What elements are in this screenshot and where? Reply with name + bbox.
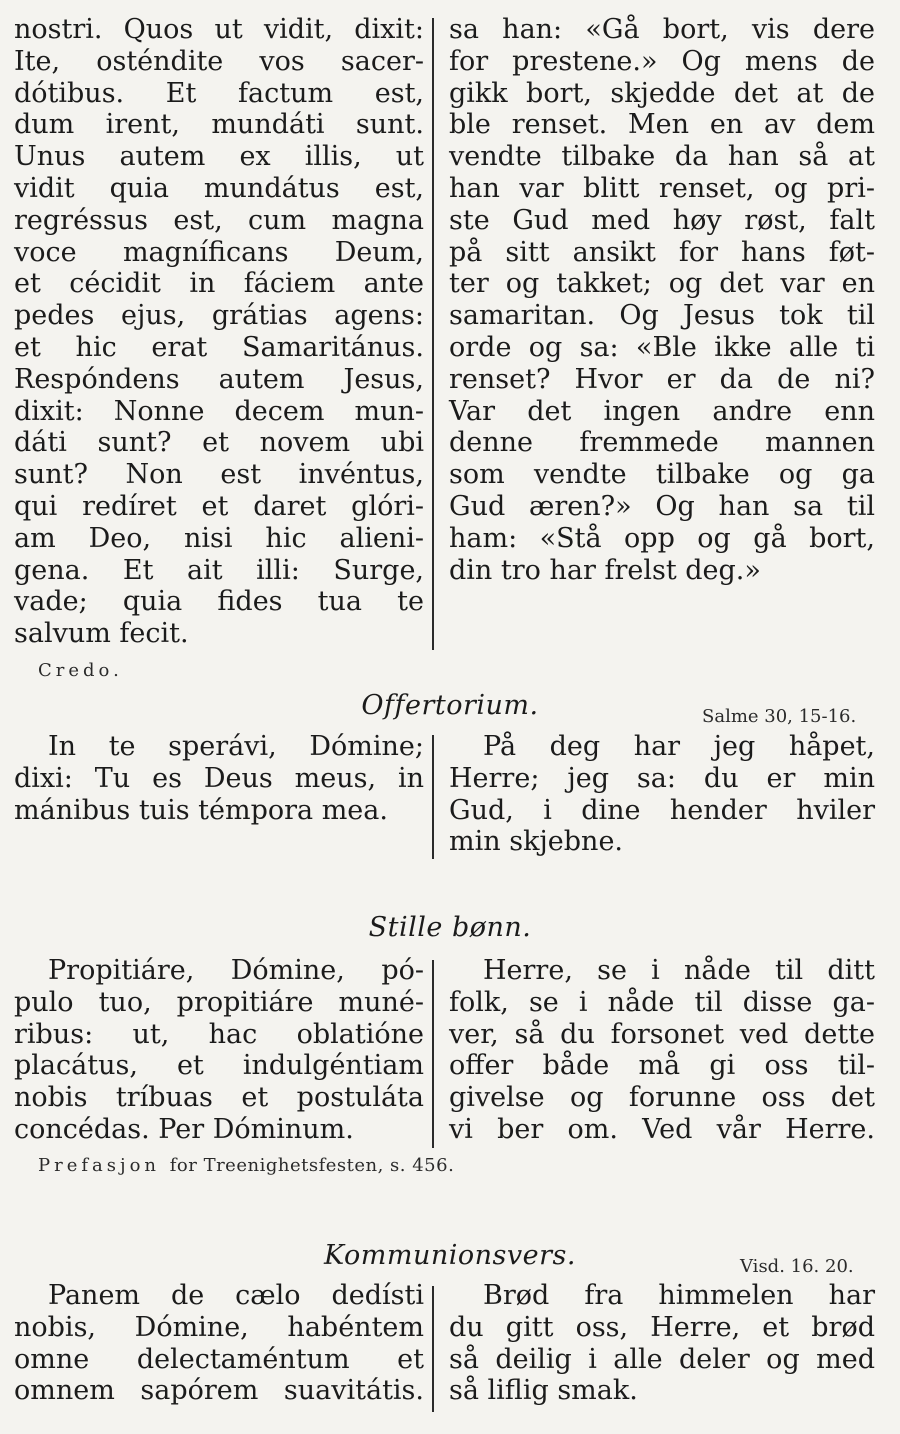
text-line: min skjebne.	[449, 826, 624, 858]
text-line: pedes ejus, grátias agens:	[14, 300, 424, 332]
prefasjon-text: for Treenighetsfesten, s. 456.	[169, 1155, 455, 1176]
text-line: som vendte tilbake og ga	[449, 459, 875, 491]
kommunionsvers-latin	[14, 1280, 424, 1407]
text-line: dótibus. Et factum est,	[14, 77, 424, 109]
offertorium-latin	[14, 731, 424, 826]
text-line: Ite, osténdite vos sacer-	[14, 45, 424, 77]
text-line: dáti sunt? et novem ubi	[14, 427, 424, 459]
text-line: din tro har frelst deg.»	[449, 554, 761, 586]
text-line: am Deo, nisi hic alieni-	[14, 522, 424, 554]
text-line: ribus: ut, hac oblatióne	[14, 1018, 424, 1050]
text-line: ste Gud med høy røst, falt	[449, 204, 875, 236]
text-line: salvum fecit.	[14, 618, 189, 650]
offertorium-reference: Salme 30, 15-16.	[702, 706, 857, 727]
text-line: så deilig i alle deler og med	[449, 1343, 875, 1375]
prefasjon-note	[38, 1155, 454, 1176]
text-line: vi ber om. Ved vår Herre.	[449, 1113, 875, 1145]
text-line: gena. Et ait illi: Surge,	[14, 554, 424, 586]
text-line: Herre, se i nåde til ditt	[483, 955, 875, 986]
text-line: mánibus tuis témpora mea.	[14, 794, 388, 826]
column-divider	[432, 1286, 434, 1412]
text-line: dum irent, mundáti sunt.	[14, 109, 424, 141]
text-line: concédas. Per Dóminum.	[14, 1113, 354, 1145]
text-line: Panem de cælo dedísti	[48, 1280, 424, 1311]
stille-bonn-heading: Stille bønn.	[368, 912, 532, 943]
text-line: nobis, Dómine, habéntem	[14, 1311, 424, 1343]
text-line: Herre; jeg sa: du er min	[449, 762, 875, 794]
kommunionsvers-norwegian	[449, 1280, 875, 1407]
text-line: sa han: «Gå bort, vis dere	[449, 14, 875, 45]
text-line: samaritan. Og Jesus tok til	[449, 300, 875, 332]
stille-bonn-norwegian	[449, 955, 875, 1146]
text-line: så liflig smak.	[449, 1375, 638, 1407]
text-line: du gitt oss, Herre, et brød	[449, 1311, 875, 1343]
text-line: regréssus est, cum magna	[14, 204, 424, 236]
text-line: nobis tríbuas et postuláta	[14, 1082, 424, 1114]
text-line: dixi: Tu es Deus meus, in	[14, 762, 424, 794]
stille-bonn-latin	[14, 955, 424, 1146]
text-line: ble renset. Men en av dem	[449, 109, 875, 141]
text-line: folk, se i nåde til disse ga-	[449, 986, 875, 1018]
text-line: voce magníficans Deum,	[14, 236, 424, 268]
prefasjon-label: Prefasjon	[38, 1155, 161, 1176]
text-line: dixit: Nonne decem mun-	[14, 395, 424, 427]
text-line: han var blitt renset, og pri-	[449, 172, 875, 204]
text-line: På deg har jeg håpet,	[483, 731, 875, 762]
text-line: givelse og forunne oss det	[449, 1082, 875, 1114]
text-line: et hic erat Samaritánus.	[14, 331, 424, 363]
text-line: Gud, i dine hender hviler	[449, 794, 875, 826]
text-line: gikk bort, skjedde det at de	[449, 77, 875, 109]
text-line: Gud æren?» Og han sa til	[449, 490, 875, 522]
kommunionsvers-heading: Kommunionsvers.	[324, 1240, 576, 1271]
text-line: på sitt ansikt for hans føt-	[449, 236, 875, 268]
text-line: denne fremmede mannen	[449, 427, 875, 459]
text-line: ver, så du forsonet ved dette	[449, 1018, 875, 1050]
text-line: offer både må gi oss til-	[449, 1050, 875, 1082]
norwegian-column	[449, 14, 875, 586]
text-line: orde og sa: «Ble ikke alle ti	[449, 331, 875, 363]
latin-column	[14, 14, 424, 650]
text-line: vendte tilbake da han så at	[449, 141, 875, 173]
kommunionsvers-reference: Visd. 16. 20.	[740, 1256, 854, 1277]
offertorium-norwegian	[449, 731, 875, 858]
credo-note: Credo.	[38, 660, 123, 681]
offertorium-heading: Offertorium.	[361, 690, 539, 721]
text-line: pulo tuo, propitiáre muné-	[14, 986, 424, 1018]
text-line: nostri. Quos ut vidit, dixit:	[14, 14, 424, 45]
text-line: ham: «Stå opp og gå bort,	[449, 522, 875, 554]
text-line: for prestene.» Og mens de	[449, 45, 875, 77]
text-line: sunt? Non est invéntus,	[14, 459, 424, 491]
text-line: vade; quia fides tua te	[14, 586, 424, 618]
text-line: Unus autem ex illis, ut	[14, 141, 424, 173]
text-line: Var det ingen andre enn	[449, 395, 875, 427]
text-line: placátus, et indulgéntiam	[14, 1050, 424, 1082]
text-line: Brød fra himmelen har	[483, 1280, 875, 1311]
text-line: qui redíret et daret glóri-	[14, 490, 424, 522]
text-line: vidit quia mundátus est,	[14, 172, 424, 204]
column-divider	[432, 18, 434, 650]
column-divider	[432, 735, 434, 859]
text-line: In te sperávi, Dómine;	[48, 731, 424, 762]
text-line: ter og takket; og det var en	[449, 268, 875, 300]
text-line: renset? Hvor er da de ni?	[449, 363, 875, 395]
column-divider	[432, 960, 434, 1148]
text-line: Respóndens autem Jesus,	[14, 363, 424, 395]
text-line: et cécidit in fáciem ante	[14, 268, 424, 300]
text-line: Propitiáre, Dómine, pó-	[48, 955, 424, 986]
text-line: omnem sapórem suavitátis.	[14, 1375, 424, 1407]
text-line: omne delectaméntum et	[14, 1343, 424, 1375]
